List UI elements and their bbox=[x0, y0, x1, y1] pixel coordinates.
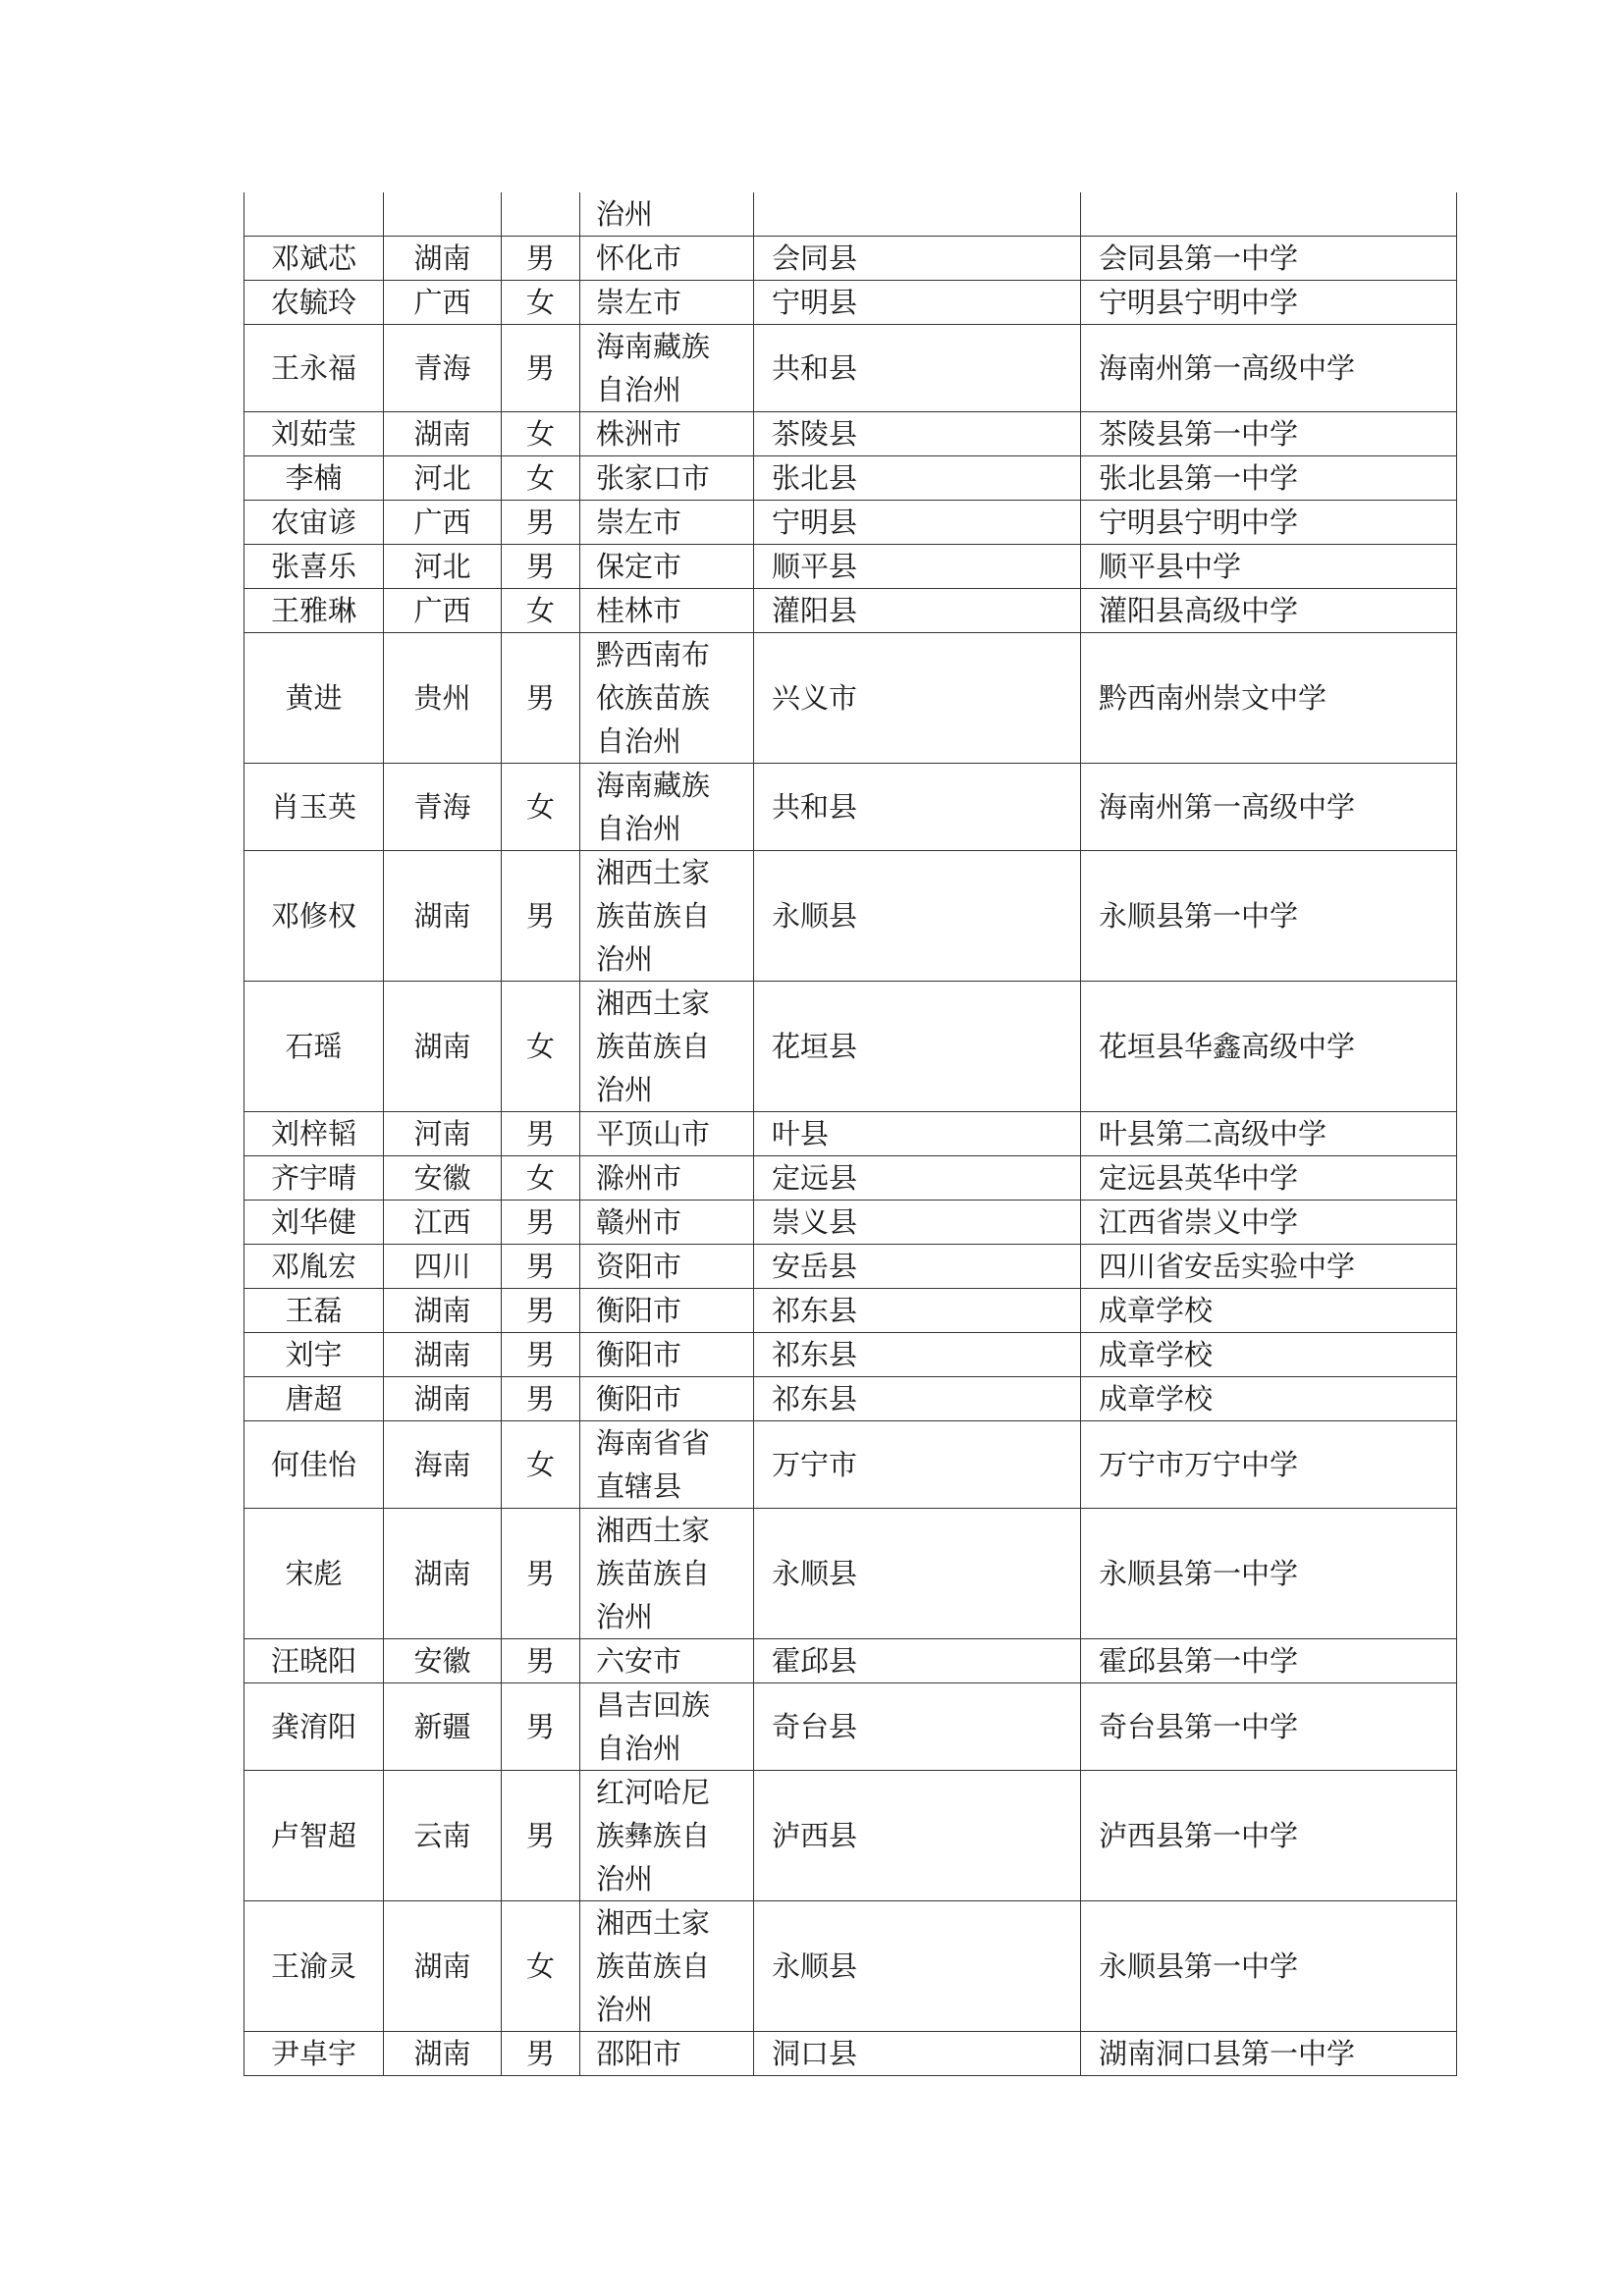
name-cell: 李楠 bbox=[244, 456, 384, 501]
table-row bbox=[244, 1201, 1457, 1245]
sex-cell: 女 bbox=[502, 1901, 580, 2032]
table-row bbox=[244, 237, 1457, 281]
name-cell: 卢智超 bbox=[244, 1771, 384, 1901]
city-cell: 株洲市 bbox=[580, 412, 754, 456]
province-cell: 河北 bbox=[384, 456, 502, 501]
county-cell: 祁东县 bbox=[754, 1377, 1081, 1421]
province-cell: 湖南 bbox=[384, 412, 502, 456]
student-roster-table bbox=[244, 192, 1457, 2076]
table-row bbox=[244, 1771, 1457, 1901]
sex-cell: 男 bbox=[502, 1771, 580, 1901]
city-cell: 滁州市 bbox=[580, 1156, 754, 1201]
school-cell: 茶陵县第一中学 bbox=[1081, 412, 1457, 456]
city-cell: 治州 bbox=[580, 192, 754, 237]
sex-cell: 男 bbox=[502, 237, 580, 281]
school-cell: 顺平县中学 bbox=[1081, 545, 1457, 589]
name-cell: 刘宇 bbox=[244, 1333, 384, 1377]
table-row bbox=[244, 325, 1457, 412]
city-cell: 黔西南布 依族苗族 自治州 bbox=[580, 633, 754, 764]
province-cell bbox=[384, 192, 502, 237]
school-cell: 灌阳县高级中学 bbox=[1081, 589, 1457, 633]
city-cell: 赣州市 bbox=[580, 1201, 754, 1245]
sex-cell: 女 bbox=[502, 982, 580, 1112]
school-cell: 叶县第二高级中学 bbox=[1081, 1112, 1457, 1156]
school-cell: 成章学校 bbox=[1081, 1377, 1457, 1421]
province-cell: 青海 bbox=[384, 764, 502, 851]
sex-cell bbox=[502, 192, 580, 237]
name-cell: 刘茹莹 bbox=[244, 412, 384, 456]
city-cell: 湘西土家 族苗族自 治州 bbox=[580, 1901, 754, 2032]
school-cell: 黔西南州崇文中学 bbox=[1081, 633, 1457, 764]
table-row bbox=[244, 501, 1457, 545]
city-cell: 桂林市 bbox=[580, 589, 754, 633]
school-cell: 海南州第一高级中学 bbox=[1081, 764, 1457, 851]
county-cell: 定远县 bbox=[754, 1156, 1081, 1201]
table-row bbox=[244, 1156, 1457, 1201]
city-cell: 保定市 bbox=[580, 545, 754, 589]
school-cell: 花垣县华鑫高级中学 bbox=[1081, 982, 1457, 1112]
sex-cell: 男 bbox=[502, 1201, 580, 1245]
school-cell: 霍邱县第一中学 bbox=[1081, 1639, 1457, 1683]
name-cell: 王磊 bbox=[244, 1289, 384, 1333]
name-cell: 齐宇晴 bbox=[244, 1156, 384, 1201]
province-cell: 广西 bbox=[384, 281, 502, 325]
table-row bbox=[244, 982, 1457, 1112]
province-cell: 广西 bbox=[384, 501, 502, 545]
province-cell: 海南 bbox=[384, 1421, 502, 1509]
sex-cell: 男 bbox=[502, 2032, 580, 2076]
school-cell: 江西省崇义中学 bbox=[1081, 1201, 1457, 1245]
city-cell: 衡阳市 bbox=[580, 1377, 754, 1421]
city-cell: 邵阳市 bbox=[580, 2032, 754, 2076]
county-cell: 祁东县 bbox=[754, 1289, 1081, 1333]
city-cell: 湘西土家 族苗族自 治州 bbox=[580, 1509, 754, 1639]
province-cell: 安徽 bbox=[384, 1156, 502, 1201]
name-cell: 张喜乐 bbox=[244, 545, 384, 589]
sex-cell: 男 bbox=[502, 851, 580, 982]
city-cell: 平顶山市 bbox=[580, 1112, 754, 1156]
table-row bbox=[244, 2032, 1457, 2076]
county-cell: 祁东县 bbox=[754, 1333, 1081, 1377]
name-cell: 宋彪 bbox=[244, 1509, 384, 1639]
name-cell: 王雅琳 bbox=[244, 589, 384, 633]
school-cell: 张北县第一中学 bbox=[1081, 456, 1457, 501]
sex-cell: 男 bbox=[502, 1333, 580, 1377]
county-cell: 共和县 bbox=[754, 764, 1081, 851]
province-cell: 河北 bbox=[384, 545, 502, 589]
school-cell: 定远县英华中学 bbox=[1081, 1156, 1457, 1201]
name-cell: 石瑶 bbox=[244, 982, 384, 1112]
table-row bbox=[244, 589, 1457, 633]
table-row bbox=[244, 281, 1457, 325]
province-cell: 贵州 bbox=[384, 633, 502, 764]
sex-cell: 男 bbox=[502, 1289, 580, 1333]
province-cell: 湖南 bbox=[384, 1901, 502, 2032]
county-cell: 茶陵县 bbox=[754, 412, 1081, 456]
province-cell: 新疆 bbox=[384, 1683, 502, 1771]
sex-cell: 女 bbox=[502, 281, 580, 325]
table-row bbox=[244, 545, 1457, 589]
province-cell: 湖南 bbox=[384, 1377, 502, 1421]
school-cell bbox=[1081, 192, 1457, 237]
county-cell: 兴义市 bbox=[754, 633, 1081, 764]
city-cell: 怀化市 bbox=[580, 237, 754, 281]
table-row bbox=[244, 1901, 1457, 2032]
sex-cell: 男 bbox=[502, 633, 580, 764]
name-cell: 农宙谚 bbox=[244, 501, 384, 545]
name-cell: 刘梓韬 bbox=[244, 1112, 384, 1156]
school-cell: 海南州第一高级中学 bbox=[1081, 325, 1457, 412]
name-cell: 邓斌芯 bbox=[244, 237, 384, 281]
name-cell: 汪晓阳 bbox=[244, 1639, 384, 1683]
county-cell: 叶县 bbox=[754, 1112, 1081, 1156]
county-cell bbox=[754, 192, 1081, 237]
sex-cell: 男 bbox=[502, 1683, 580, 1771]
name-cell: 何佳怡 bbox=[244, 1421, 384, 1509]
name-cell: 王渝灵 bbox=[244, 1901, 384, 2032]
county-cell: 奇台县 bbox=[754, 1683, 1081, 1771]
sex-cell: 女 bbox=[502, 412, 580, 456]
sex-cell: 男 bbox=[502, 1509, 580, 1639]
county-cell: 泸西县 bbox=[754, 1771, 1081, 1901]
school-cell: 永顺县第一中学 bbox=[1081, 851, 1457, 982]
name-cell: 尹卓宇 bbox=[244, 2032, 384, 2076]
province-cell: 湖南 bbox=[384, 1333, 502, 1377]
table-row bbox=[244, 1377, 1457, 1421]
table-row bbox=[244, 764, 1457, 851]
table-row bbox=[244, 851, 1457, 982]
county-cell: 万宁市 bbox=[754, 1421, 1081, 1509]
school-cell: 奇台县第一中学 bbox=[1081, 1683, 1457, 1771]
sex-cell: 男 bbox=[502, 1112, 580, 1156]
province-cell: 河南 bbox=[384, 1112, 502, 1156]
city-cell: 海南藏族 自治州 bbox=[580, 325, 754, 412]
province-cell: 青海 bbox=[384, 325, 502, 412]
name-cell: 王永福 bbox=[244, 325, 384, 412]
school-cell: 万宁市万宁中学 bbox=[1081, 1421, 1457, 1509]
school-cell: 宁明县宁明中学 bbox=[1081, 281, 1457, 325]
roster-body bbox=[244, 192, 1457, 2076]
table-row bbox=[244, 633, 1457, 764]
county-cell: 永顺县 bbox=[754, 1509, 1081, 1639]
sex-cell: 男 bbox=[502, 1245, 580, 1289]
city-cell: 衡阳市 bbox=[580, 1289, 754, 1333]
sex-cell: 男 bbox=[502, 1377, 580, 1421]
city-cell: 湘西土家 族苗族自 治州 bbox=[580, 851, 754, 982]
school-cell: 成章学校 bbox=[1081, 1333, 1457, 1377]
school-cell: 成章学校 bbox=[1081, 1289, 1457, 1333]
city-cell: 昌吉回族 自治州 bbox=[580, 1683, 754, 1771]
school-cell: 泸西县第一中学 bbox=[1081, 1771, 1457, 1901]
name-cell: 黄进 bbox=[244, 633, 384, 764]
school-cell: 永顺县第一中学 bbox=[1081, 1509, 1457, 1639]
school-cell: 会同县第一中学 bbox=[1081, 237, 1457, 281]
province-cell: 湖南 bbox=[384, 1289, 502, 1333]
city-cell: 张家口市 bbox=[580, 456, 754, 501]
province-cell: 湖南 bbox=[384, 982, 502, 1112]
province-cell: 湖南 bbox=[384, 1509, 502, 1639]
name-cell: 刘华健 bbox=[244, 1201, 384, 1245]
province-cell: 云南 bbox=[384, 1771, 502, 1901]
sex-cell: 男 bbox=[502, 1639, 580, 1683]
province-cell: 安徽 bbox=[384, 1639, 502, 1683]
sex-cell: 女 bbox=[502, 764, 580, 851]
name-cell: 肖玉英 bbox=[244, 764, 384, 851]
county-cell: 灌阳县 bbox=[754, 589, 1081, 633]
county-cell: 永顺县 bbox=[754, 851, 1081, 982]
county-cell: 顺平县 bbox=[754, 545, 1081, 589]
city-cell: 湘西土家 族苗族自 治州 bbox=[580, 982, 754, 1112]
name-cell: 唐超 bbox=[244, 1377, 384, 1421]
table-row bbox=[244, 1112, 1457, 1156]
table-row bbox=[244, 412, 1457, 456]
county-cell: 会同县 bbox=[754, 237, 1081, 281]
name-cell bbox=[244, 192, 384, 237]
school-cell: 宁明县宁明中学 bbox=[1081, 501, 1457, 545]
province-cell: 四川 bbox=[384, 1245, 502, 1289]
table-row bbox=[244, 1509, 1457, 1639]
table-row bbox=[244, 456, 1457, 501]
name-cell: 邓修权 bbox=[244, 851, 384, 982]
city-cell: 衡阳市 bbox=[580, 1333, 754, 1377]
city-cell: 崇左市 bbox=[580, 501, 754, 545]
county-cell: 洞口县 bbox=[754, 2032, 1081, 2076]
province-cell: 湖南 bbox=[384, 2032, 502, 2076]
county-cell: 崇义县 bbox=[754, 1201, 1081, 1245]
name-cell: 邓胤宏 bbox=[244, 1245, 384, 1289]
table-row-continuation bbox=[244, 192, 1457, 237]
city-cell: 红河哈尼 族彝族自 治州 bbox=[580, 1771, 754, 1901]
county-cell: 霍邱县 bbox=[754, 1639, 1081, 1683]
table-row bbox=[244, 1421, 1457, 1509]
sex-cell: 女 bbox=[502, 1156, 580, 1201]
sex-cell: 女 bbox=[502, 589, 580, 633]
sex-cell: 男 bbox=[502, 501, 580, 545]
county-cell: 花垣县 bbox=[754, 982, 1081, 1112]
sex-cell: 女 bbox=[502, 1421, 580, 1509]
school-cell: 永顺县第一中学 bbox=[1081, 1901, 1457, 2032]
city-cell: 海南藏族 自治州 bbox=[580, 764, 754, 851]
school-cell: 四川省安岳实验中学 bbox=[1081, 1245, 1457, 1289]
county-cell: 宁明县 bbox=[754, 281, 1081, 325]
sex-cell: 男 bbox=[502, 325, 580, 412]
table-row bbox=[244, 1333, 1457, 1377]
name-cell: 龚淯阳 bbox=[244, 1683, 384, 1771]
city-cell: 资阳市 bbox=[580, 1245, 754, 1289]
county-cell: 安岳县 bbox=[754, 1245, 1081, 1289]
sex-cell: 女 bbox=[502, 456, 580, 501]
name-cell: 农毓玲 bbox=[244, 281, 384, 325]
province-cell: 江西 bbox=[384, 1201, 502, 1245]
table-row bbox=[244, 1245, 1457, 1289]
city-cell: 海南省省 直辖县 bbox=[580, 1421, 754, 1509]
province-cell: 湖南 bbox=[384, 237, 502, 281]
county-cell: 宁明县 bbox=[754, 501, 1081, 545]
county-cell: 永顺县 bbox=[754, 1901, 1081, 2032]
sex-cell: 男 bbox=[502, 545, 580, 589]
province-cell: 湖南 bbox=[384, 851, 502, 982]
city-cell: 六安市 bbox=[580, 1639, 754, 1683]
county-cell: 张北县 bbox=[754, 456, 1081, 501]
table-row bbox=[244, 1639, 1457, 1683]
table-row bbox=[244, 1683, 1457, 1771]
province-cell: 广西 bbox=[384, 589, 502, 633]
county-cell: 共和县 bbox=[754, 325, 1081, 412]
school-cell: 湖南洞口县第一中学 bbox=[1081, 2032, 1457, 2076]
table-row bbox=[244, 1289, 1457, 1333]
city-cell: 崇左市 bbox=[580, 281, 754, 325]
